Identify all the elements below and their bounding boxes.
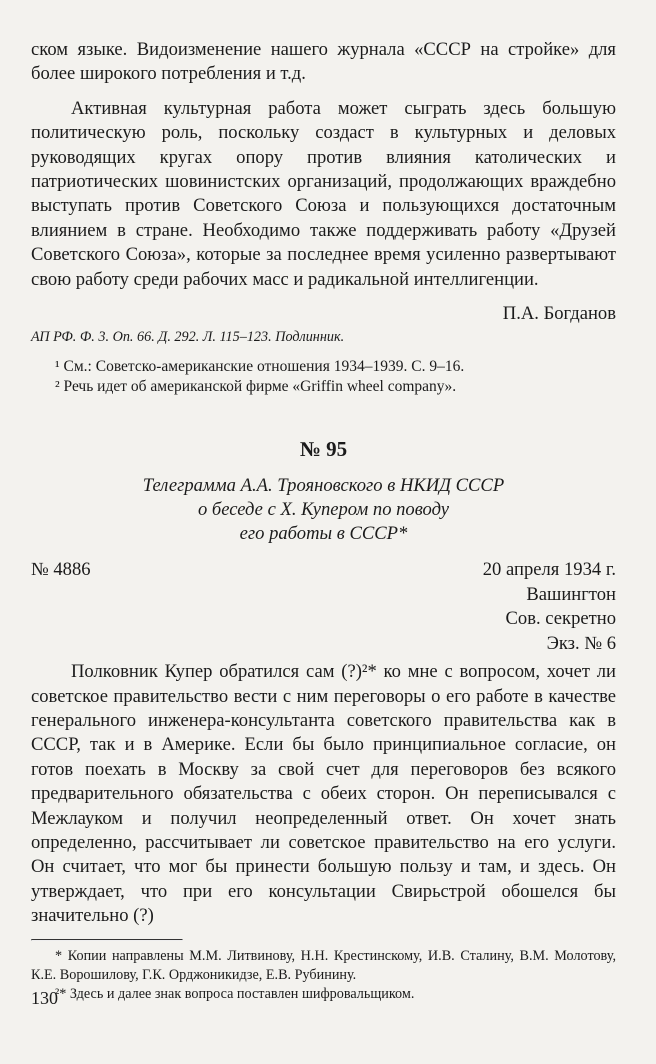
footnote-separator [31, 939, 183, 941]
signature: П.А. Богданов [502, 303, 616, 325]
footnote-2: ² Речь идет об американской фирме «Griffin wheel company». [55, 378, 457, 396]
document-copy-number: Экз. № 6 [546, 632, 616, 654]
footnote-copies: * Копии направлены М.М. Литвинову, Н.Н. Крестинскому, И.В. Сталину, В.М. Молотову, К.Е. Ворошилову, Г.К. Орджоникидзе, Е.В. Рубинину. [31, 947, 616, 983]
document-body: Полковник Купер обратился сам (?)²* ко мне с вопросом, хочет ли советское правительство вести с ним переговоры о его работе в качестве генерального инженера-консультанта советского правительства как в СССР, так и в Америке. Если бы было принципиальное согласие, он готов поехать в Москву за свой счет для переговоров без всякого предварительного обязательства с обеих сторон. Он переписывался с Межлауком и получил неопределенный ответ. Он хочет знать определенно, рассчитывает ли советское правительство на его услуги. Он считает, что мог бы принести большую пользу и там, и здесь. Он утверждает, что при его консультации Свирьстрой обошелся бы значительно (?) [31, 661, 616, 927]
paragraph-cultural-work: Активная культурная работа может сыграть здесь большую политическую роль, поскольку создаст в культурных и деловых руководящих кругах опору против влияния католических и патриотических шовинистских организаций, продолжающих враждебно выступать против Советского Союза и пользующихся достаточным влиянием в стране. Необходимо также поддерживать работу «Друзей Советского Союза», которые за последнее время усиленно развертывают свою работу среди рабочих масс и радикальной интеллигенции. [31, 97, 616, 290]
paragraph-continuation: ском языке. Видоизменение нашего журнала «СССР на стройке» для более широкого потребления и т.д. [31, 39, 616, 85]
page-number: 130 [31, 988, 58, 1008]
document-heading-line3: его работы в СССР* [239, 523, 408, 545]
registration-row [31, 558, 616, 582]
document-heading-line2: о беседе с Х. Купером по поводу [197, 499, 450, 521]
footnote-1: ¹ См.: Советско-американские отношения 1934–1939. С. 9–16. [55, 358, 465, 376]
document-number: № 95 [299, 437, 348, 462]
document-heading-line1: Телеграмма А.А. Трояновского в НКИД СССР [142, 475, 505, 497]
document-classification: Сов. секретно [505, 608, 616, 630]
archive-reference: АП РФ. Ф. 3. Оп. 66. Д. 292. Л. 115–123. Подлинник. [31, 329, 345, 346]
footnote-question-mark: ²* Здесь и далее знак вопроса поставлен шифровальщиком. [55, 985, 415, 1002]
document-place: Вашингтон [526, 583, 616, 605]
page-content [31, 0, 616, 1004]
registration-number: № 4886 [31, 559, 91, 581]
document-date: 20 апреля 1934 г. [482, 559, 616, 581]
